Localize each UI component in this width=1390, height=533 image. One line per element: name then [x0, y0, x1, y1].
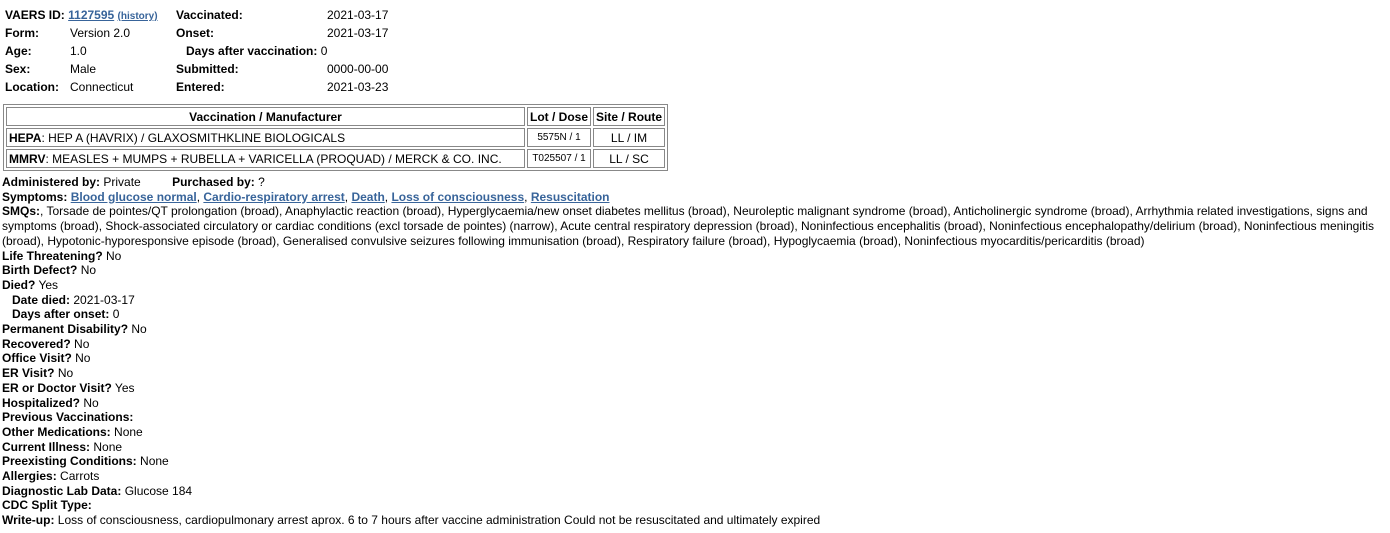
- other-medications-line: [2, 425, 1388, 440]
- er-visit-label: ER Visit?: [2, 366, 55, 381]
- days-after-vaccination-value: 0: [320, 44, 328, 58]
- office-visit-value: No: [75, 351, 91, 366]
- location-label: Location:: [5, 80, 59, 94]
- administered-line: [2, 175, 1388, 190]
- administered-label: Administered by:: [2, 175, 101, 189]
- life-threatening-label: Life Threatening?: [2, 248, 103, 263]
- history-link[interactable]: (history): [117, 11, 158, 22]
- other-medications-label: Other Medications:: [2, 424, 111, 439]
- symptom-link[interactable]: Death: [351, 189, 385, 204]
- vaccinated-label: Vaccinated:: [176, 8, 243, 22]
- office-visit-line: [2, 351, 1388, 366]
- recovered-line: [2, 337, 1388, 352]
- submitted-value: 0000-00-00: [327, 62, 389, 76]
- write-up-value: Loss of consciousness, cardiopulmonary arrest aprox. 6 to 7 hours after vaccine administration Could not be resuscitated and ultimately expired: [57, 513, 821, 528]
- age-value: 1.0: [70, 44, 87, 58]
- days-after-onset-value: 0: [112, 307, 120, 322]
- preexisting-conditions-label: Preexisting Conditions:: [2, 454, 137, 469]
- diagnostic-lab-data-value: Glucose 184: [124, 483, 193, 498]
- report-header: [5, 6, 388, 96]
- current-illness-line: [2, 440, 1388, 455]
- symptoms-label: Symptoms:: [2, 189, 68, 204]
- birth-defect-line: [2, 263, 1388, 278]
- office-visit-label: Office Visit?: [2, 351, 72, 366]
- smqs-label: SMQs:: [2, 204, 41, 219]
- er-doctor-visit-line: [2, 381, 1388, 396]
- life-threatening-value: No: [106, 248, 122, 263]
- lot-dose: T025507 / 1: [527, 149, 591, 168]
- vaccine-code: MMRV: [9, 151, 46, 166]
- onset-label: Onset:: [176, 26, 215, 40]
- previous-vaccinations-line: [2, 410, 1388, 425]
- hospitalized-value: No: [83, 395, 99, 410]
- recovered-value: No: [74, 336, 90, 351]
- other-medications-value: None: [114, 424, 143, 439]
- vaers-id-cell: [5, 6, 176, 24]
- site-route: LL / IM: [593, 128, 665, 147]
- days-after-vaccination-cell: [176, 42, 388, 60]
- permanent-disability-label: Permanent Disability?: [2, 322, 129, 337]
- lot-dose: 5575N / 1: [527, 128, 591, 147]
- sex-label: Sex:: [5, 62, 31, 76]
- allergies-line: [2, 469, 1388, 484]
- vaccinated-value: 2021-03-17: [327, 8, 389, 22]
- table-row: [6, 128, 665, 147]
- diagnostic-lab-data-line: [2, 484, 1388, 499]
- purchased-value: ?: [258, 175, 265, 189]
- permanent-disability-line: [2, 322, 1388, 337]
- write-up-line: [2, 513, 1388, 528]
- diagnostic-lab-data-label: Diagnostic Lab Data:: [2, 483, 122, 498]
- vaccine-desc: : MEASLES + MUMPS + RUBELLA + VARICELLA (PROQUAD) / MERCK & CO. INC.: [45, 151, 502, 166]
- administered-value: Private: [103, 175, 141, 189]
- entered-label: Entered:: [176, 80, 225, 94]
- life-threatening-line: [2, 249, 1388, 264]
- days-after-onset-label: Days after onset:: [12, 307, 110, 322]
- recovered-label: Recovered?: [2, 336, 71, 351]
- col-site-route: Site / Route: [593, 107, 665, 126]
- previous-vaccinations-label: Previous Vaccinations:: [2, 410, 134, 425]
- current-illness-label: Current Illness:: [2, 439, 91, 454]
- report-details: [2, 175, 1388, 528]
- age-label: Age:: [5, 44, 32, 58]
- preexisting-conditions-line: [2, 454, 1388, 469]
- vaccine-cell: [6, 128, 525, 147]
- symptoms-line: Symptoms: Blood glucose normal, Cardio-respiratory arrest, Death, Loss of consciousness, Resuscitation: [2, 189, 610, 204]
- hospitalized-line: [2, 396, 1388, 411]
- cdc-split-type-line: [2, 498, 1388, 513]
- site-route: LL / SC: [593, 149, 665, 168]
- permanent-disability-value: No: [131, 322, 147, 337]
- col-vaccination-manufacturer: Vaccination / Manufacturer: [6, 107, 525, 126]
- date-died-value: 2021-03-17: [73, 292, 135, 307]
- er-visit-line: [2, 366, 1388, 381]
- preexisting-conditions-value: None: [140, 454, 169, 469]
- vaers-id-label: VAERS ID:: [5, 8, 65, 22]
- date-died-label: Date died:: [12, 292, 71, 307]
- col-lot-dose: Lot / Dose: [527, 107, 591, 126]
- symptom-link[interactable]: Blood glucose normal: [70, 189, 197, 204]
- er-visit-value: No: [57, 366, 74, 381]
- current-illness-value: None: [93, 439, 123, 454]
- location-value: Connecticut: [70, 80, 134, 94]
- birth-defect-value: No: [80, 263, 97, 278]
- write-up-label: Write-up:: [2, 513, 55, 528]
- allergies-label: Allergies:: [2, 469, 57, 484]
- er-doctor-visit-label: ER or Doctor Visit?: [2, 380, 112, 395]
- vaccine-desc: : HEP A (HAVRIX) / GLAXOSMITHKLINE BIOLOGICALS: [41, 130, 346, 145]
- allergies-value: Carrots: [60, 469, 100, 484]
- er-doctor-visit-value: Yes: [114, 380, 135, 395]
- form-value: Version 2.0: [70, 26, 131, 40]
- submitted-label: Submitted:: [176, 62, 239, 76]
- onset-value: 2021-03-17: [327, 26, 389, 40]
- died-label: Died?: [2, 277, 36, 292]
- table-row: [6, 149, 665, 168]
- symptom-link[interactable]: Resuscitation: [530, 189, 610, 204]
- vaccine-code: HEPA: [9, 130, 42, 145]
- vaers-id-link[interactable]: 1127595: [68, 8, 115, 22]
- died-line: [2, 278, 1388, 293]
- form-label: Form:: [5, 26, 39, 40]
- symptom-link[interactable]: Cardio-respiratory arrest: [203, 189, 345, 204]
- sex-value: Male: [70, 62, 97, 76]
- date-died-line: [2, 293, 1388, 308]
- days-after-onset-line: [2, 307, 1388, 322]
- symptom-link[interactable]: Loss of consciousness: [391, 189, 525, 204]
- hospitalized-label: Hospitalized?: [2, 395, 81, 410]
- smqs-value: , Torsade de pointes/QT prolongation (broad), Anaphylactic reaction (broad), Hyperglycaemia/new onset diabetes mellitus (broad), Neuroleptic malignant syndrome (broad), Anticholinergic syndrome (broad), Arrhythmia related investigations, signs and symptoms (broad), Shock-associated circulatory or cardiac conditions (excl torsade de pointes) (narrow), Acute central respiratory depression (broad), Noninfectious encephalitis (broad), Noninfectious encephalopathy/delirium (broad), Noninfectious meningitis (broad), Hypotonic-hyporesponsive episode (broad), Generalised convulsive seizures following immunisation (broad), Respiratory failure (broad), Hypoglycaemia (broad), Noninfectious myocarditis/pericarditis (broad): [2, 204, 1374, 248]
- days-after-vaccination-label: Days after vaccination:: [186, 44, 318, 58]
- vaccination-table-header: [6, 107, 665, 126]
- vaccination-table: [3, 104, 668, 171]
- died-value: Yes: [38, 277, 59, 292]
- birth-defect-label: Birth Defect?: [2, 263, 78, 278]
- smqs-line: [2, 204, 1388, 248]
- entered-value: 2021-03-23: [327, 80, 389, 94]
- vaccine-cell: [6, 149, 525, 168]
- cdc-split-type-label: CDC Split Type:: [2, 498, 92, 513]
- purchased-label: Purchased by:: [172, 175, 255, 189]
